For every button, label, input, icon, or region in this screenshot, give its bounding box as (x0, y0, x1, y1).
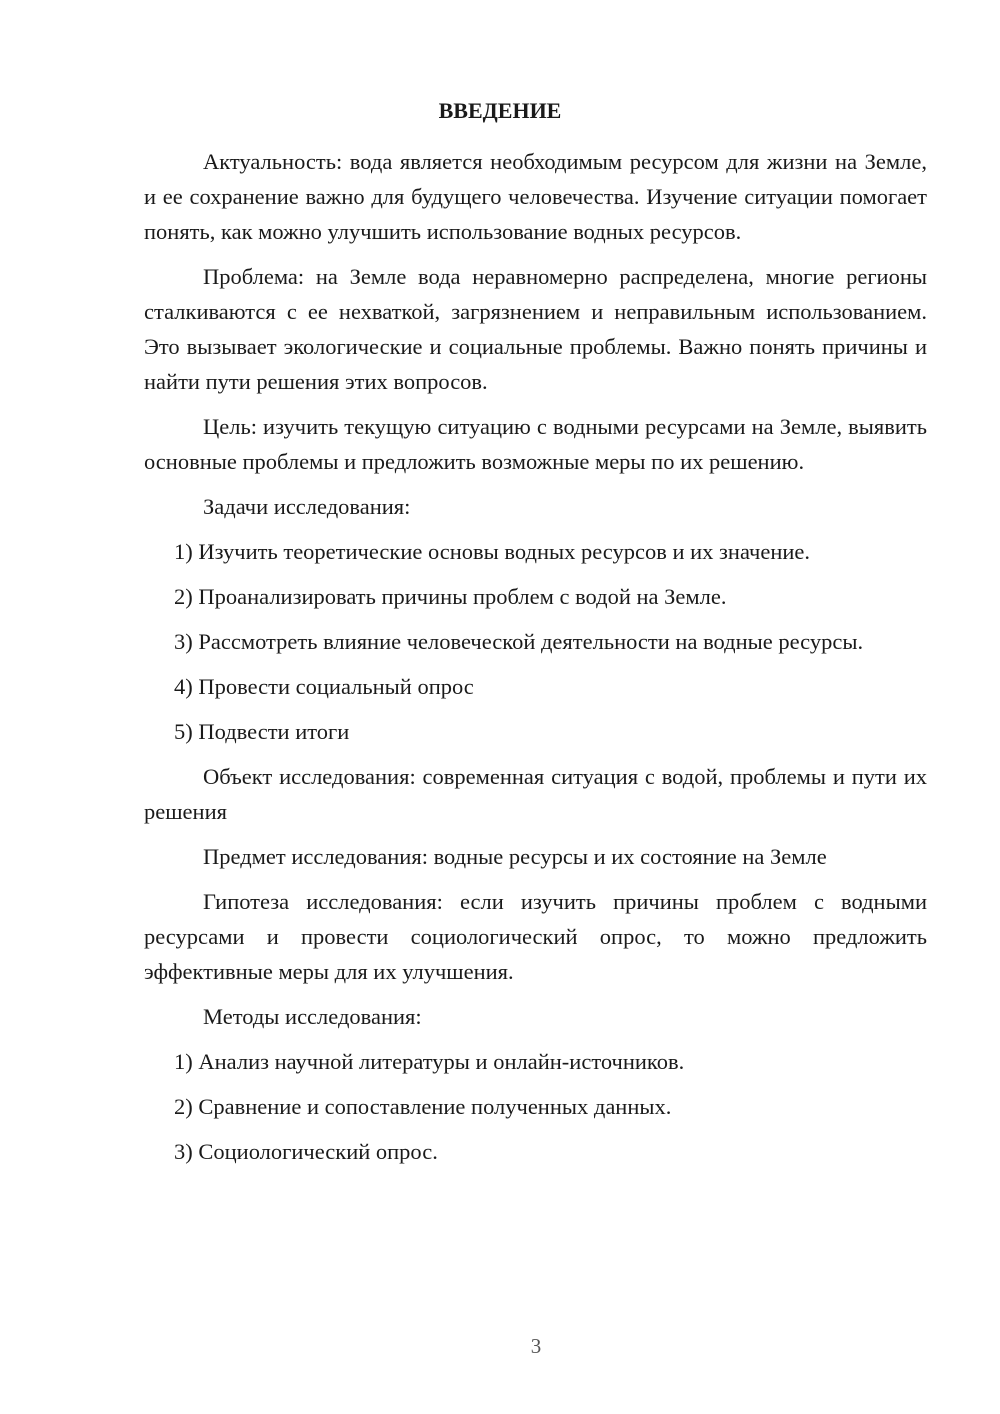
hypothesis-paragraph: Гипотеза исследования: если изучить причины проблем с водными ресурсами и провести социологический опрос, то можно предложить эффективные меры для их улучшения. (144, 889, 927, 984)
task-item: 5) Подвести итоги (174, 719, 350, 744)
goal-paragraph: Цель: изучить текущую ситуацию с водными ресурсами на Земле, выявить основные проблемы и предложить возможные меры по их решению. (144, 414, 927, 474)
methods-heading: Методы исследования: (203, 1004, 422, 1029)
task-item: 3) Рассмотреть влияние человеческой деятельности на водные ресурсы. (174, 629, 864, 654)
method-item: 1) Анализ научной литературы и онлайн-источников. (174, 1049, 685, 1074)
subject-paragraph: Предмет исследования: водные ресурсы и их состояние на Земле (203, 844, 827, 869)
method-item: 2) Сравнение и сопоставление полученных данных. (174, 1094, 672, 1119)
problem-paragraph: Проблема: на Земле вода неравномерно распределена, многие регионы сталкиваются с ее нехваткой, загрязнением и неправильным использованием. Это вызывает экологические и социальные проблемы. Важно понять причины и найти пути решения этих вопросов. (144, 264, 927, 394)
task-item: 1) Изучить теоретические основы водных ресурсов и их значение. (174, 539, 811, 564)
document-body (144, 144, 927, 1179)
page-number: 3 (530, 1334, 542, 1358)
relevance-paragraph: Актуальность: вода является необходимым ресурсом для жизни на Земле, и ее сохранение важно для будущего человечества. Изучение ситуации помогает понять, как можно улучшить использование водных ресурсов. (144, 149, 927, 244)
task-item: 2) Проанализировать причины проблем с водой на Земле. (174, 584, 727, 609)
page-title: ВВЕДЕНИЕ (438, 98, 562, 123)
task-item: 4) Провести социальный опрос (174, 674, 474, 699)
object-paragraph: Объект исследования: современная ситуация с водой, проблемы и пути их решения (144, 764, 927, 824)
tasks-heading: Задачи исследования: (203, 494, 411, 519)
method-item: 3) Социологический опрос. (174, 1139, 438, 1164)
